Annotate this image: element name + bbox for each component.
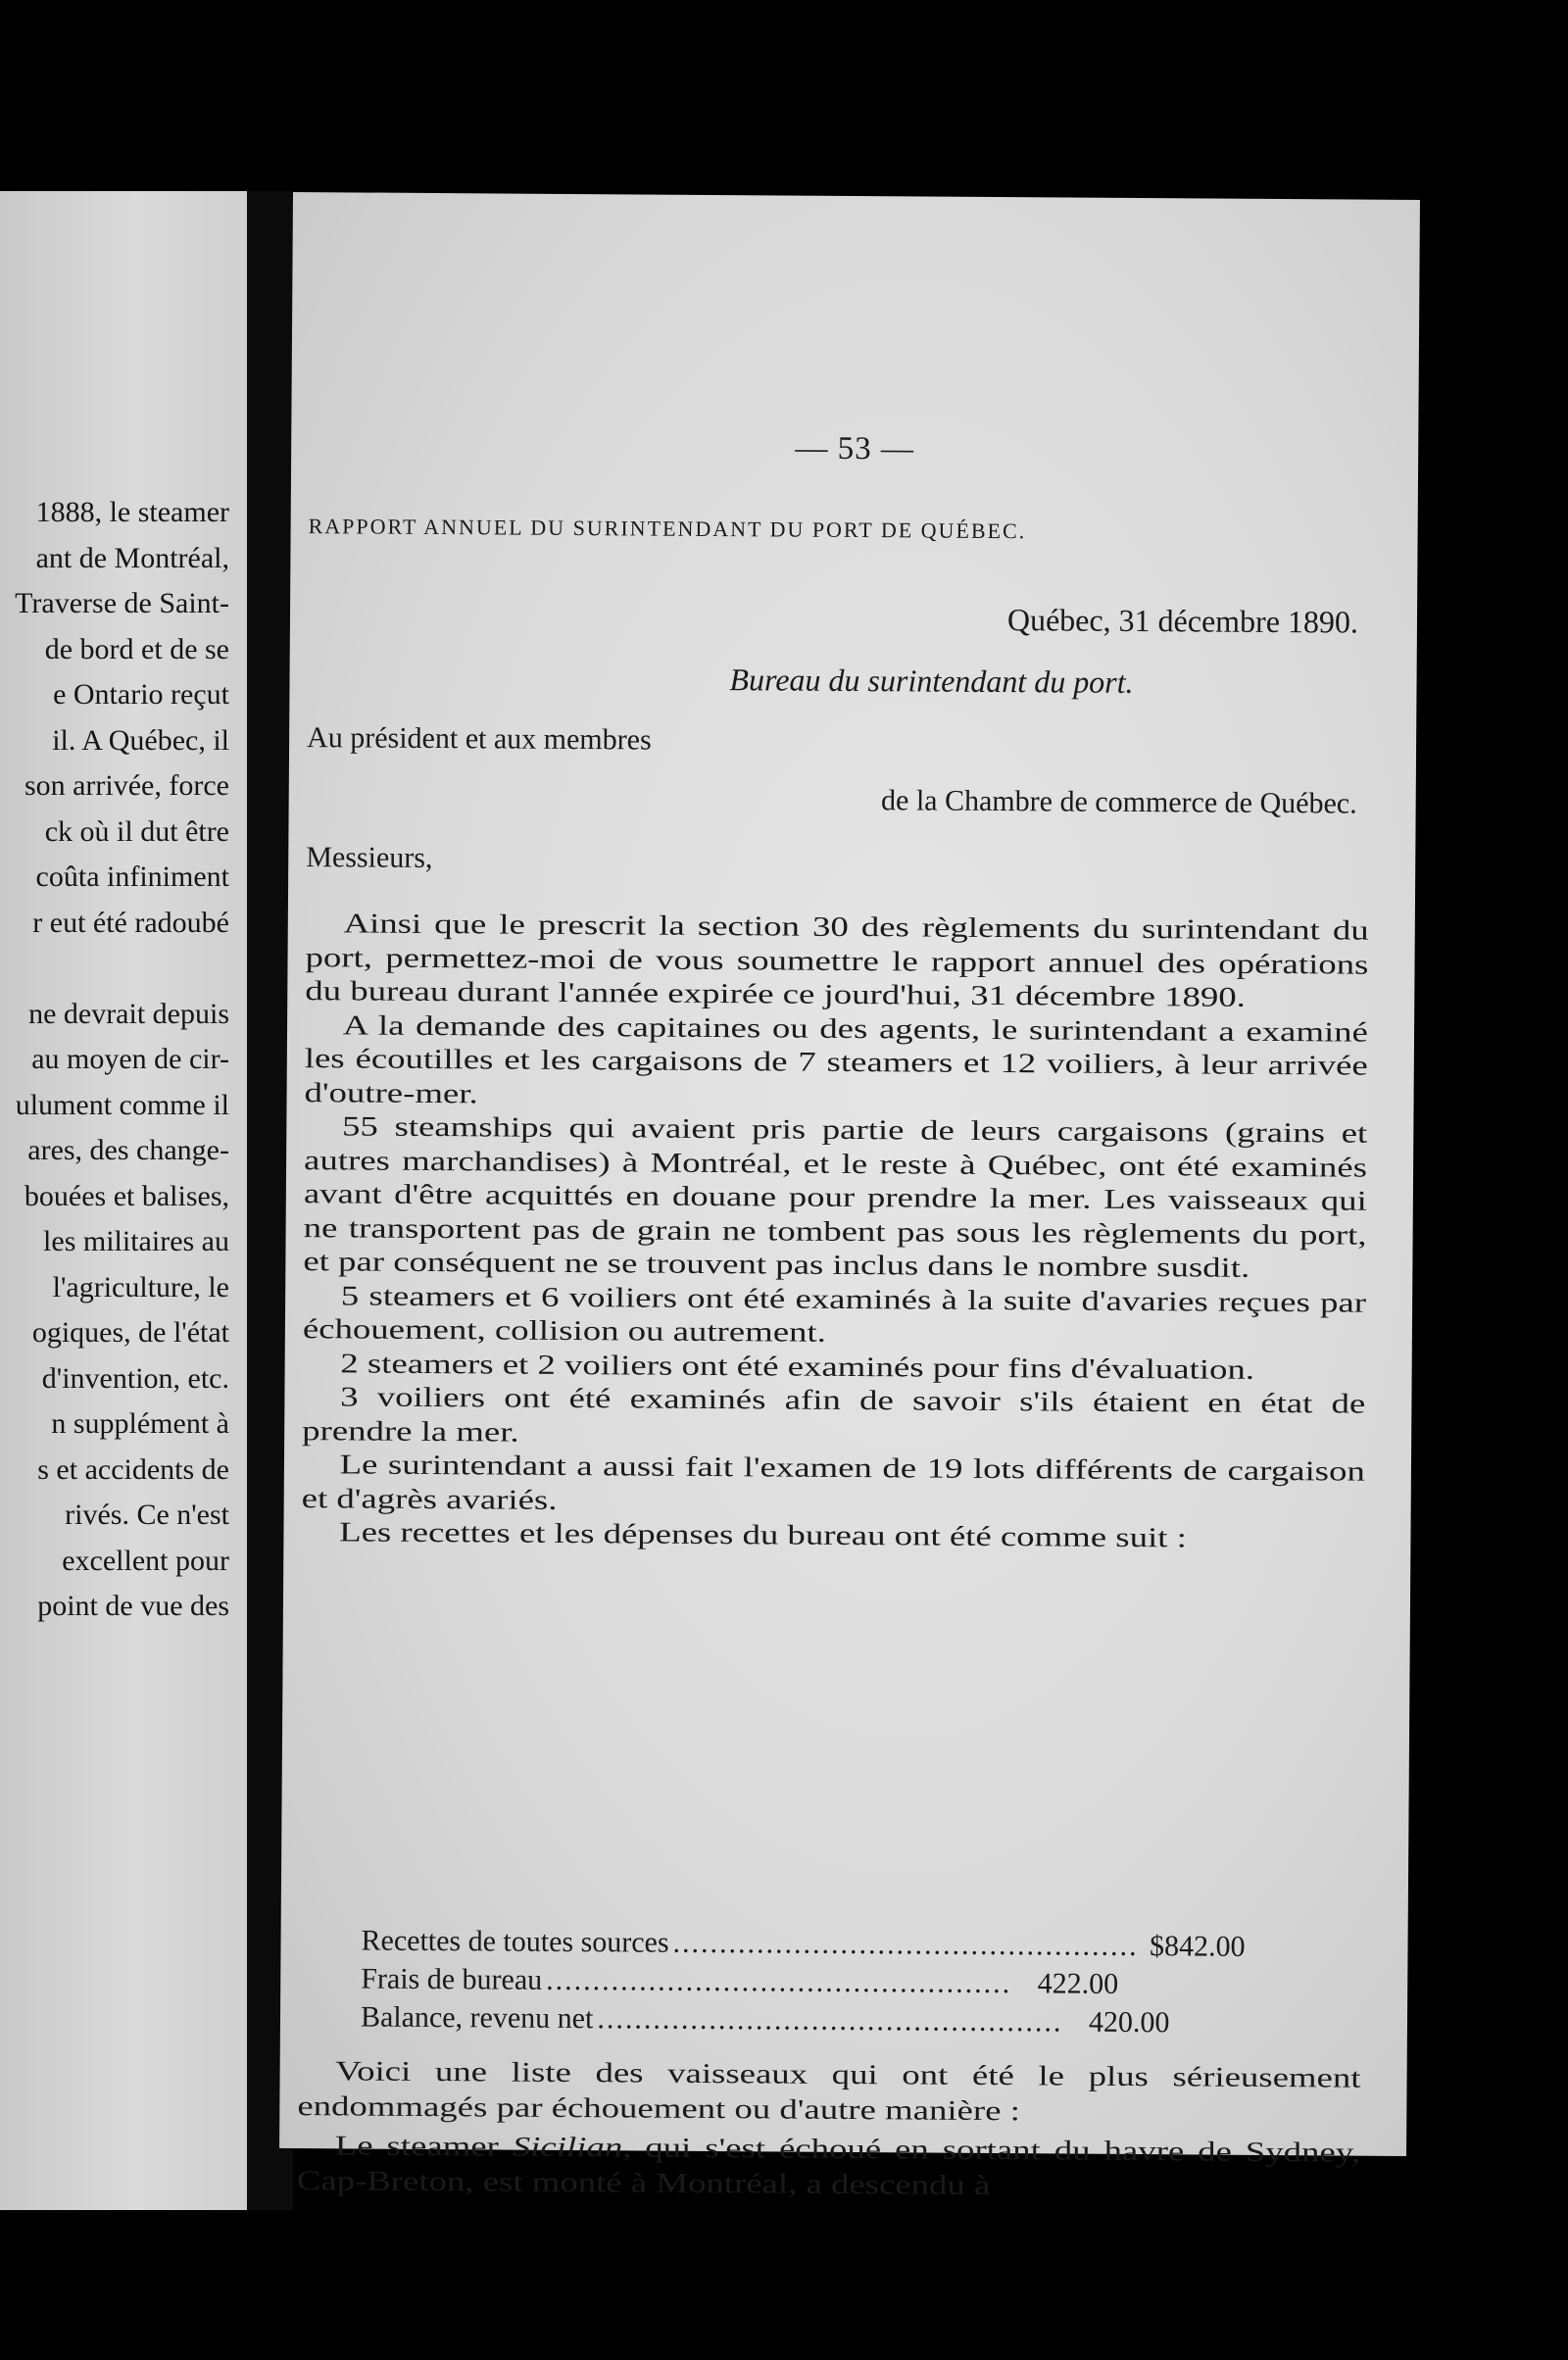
left-page-line: l'agriculture, le [52, 1270, 229, 1303]
left-page-line: son arrivée, force [24, 769, 229, 802]
left-page-line: de bord et de se [44, 632, 229, 665]
left-page-fragment [0, 191, 247, 2210]
paragraph: 5 steamers et 6 voiliers ont été examinés à la suite d'avaries reçues par échouement, collision ou autrement. [302, 1280, 1367, 1349]
left-page-line: ck où il dut être [44, 814, 229, 848]
bureau-line: Bureau du surintendant du port. [729, 662, 1134, 700]
accounts-ledger [360, 1922, 1246, 2041]
ledger-amount: 420.00 [1088, 2005, 1170, 2040]
left-page-line: rivés. Ce n'est [65, 1499, 229, 1531]
paragraph: Les recettes et les dépenses du bureau ont été comme suit : [339, 1517, 1187, 1554]
dateline: Québec, 31 décembre 1890. [1006, 602, 1359, 640]
ledger-label: Balance, revenu net [360, 2000, 594, 2036]
paragraph: 55 steamships qui avaient pris partie de leurs cargaisons (grains et autres marchandises) à Montréal, et le reste à Québec, ont été examinés avant d'être acquittés en douane pour prendre la mer. Les vaisseaux qui ne transportent pas de grain ne tombent pas sous les règlements du port, et par conséquent ne se trouvent pas inclus dans le nombre susdit. [303, 1111, 1368, 1284]
paragraph: 3 voiliers ont été examinés afin de savoir s'ils étaient en état de prendre la mer. [302, 1382, 1366, 1449]
left-page-line: ant de Montréal, [35, 541, 229, 574]
last-paragraph [297, 2129, 1360, 2207]
left-page-line: au moyen de cir- [31, 1043, 229, 1075]
report-body [301, 908, 1368, 1557]
left-page-line: r eut été radoubé [32, 906, 229, 939]
left-page-text-column [0, 490, 229, 1630]
right-page [279, 192, 1420, 2202]
left-page-line: 1888, le steamer [35, 496, 229, 528]
ledger-label: Frais de bureau [361, 1962, 543, 1996]
leader-dots: .................................................. [672, 1926, 1139, 1963]
salutation: Messieurs, [306, 841, 433, 874]
leader-dots: .................................................. [597, 2002, 1063, 2039]
left-page-line: ulument comme il [15, 1088, 229, 1121]
report-heading: RAPPORT ANNUEL DU SURINTENDANT DU PORT DE QUÉBEC. [308, 514, 1027, 544]
last-paragraph-suffix: , qui s'est échoué en sortant du havre de Sydney, Cap-Breton, est monté à Montréal, a descendu à [296, 2133, 1361, 2202]
ledger-amount: $842.00 [1149, 1930, 1246, 1963]
ledger-row [361, 1960, 1119, 2003]
paragraph: Ainsi que le prescrit la section 30 des règlements du surintendant du port, permettez-moi de vous soumettre le rapport annuel des opérations du bureau durant l'année expirée ce jourd'hui, 31 décembre 1890. [305, 909, 1369, 1013]
ship-name: Sicilian [512, 2132, 623, 2164]
leader-dots: .................................................. [546, 1963, 1012, 2000]
closing-text [297, 2054, 1361, 2211]
left-page-line: ne devrait depuis [28, 997, 229, 1030]
address-line-1: Au président et aux membres [307, 721, 652, 757]
left-page-line: point de vue des [37, 1590, 229, 1622]
left-page-line: d'invention, etc. [41, 1361, 229, 1395]
page-number: — 53 — [795, 430, 915, 467]
left-page-line: n supplément à [51, 1407, 229, 1440]
ledger-label: Recettes de toutes sources [361, 1924, 669, 1959]
left-page-line: ares, des change- [27, 1134, 229, 1166]
left-page-line: Traverse de Saint- [15, 587, 229, 619]
left-page-line: excellent pour [62, 1544, 229, 1577]
left-page-line: s et accidents de [37, 1452, 229, 1486]
paragraph: Le surintendant a aussi fait l'examen de 19 lots différents de cargaison et d'agrès avariés. [301, 1450, 1365, 1516]
left-page-line [0, 946, 229, 992]
address-line-2: de la Chambre de commerce de Québec. [880, 784, 1357, 820]
left-page-line: il. A Québec, il [52, 723, 229, 757]
left-page-line: coûta infiniment [35, 860, 229, 893]
ledger-row [361, 1922, 1246, 1965]
left-page-line: e Ontario reçut [53, 678, 229, 711]
last-paragraph-prefix: Le steamer [334, 2131, 513, 2163]
left-page-line: bouées et balises, [24, 1179, 229, 1212]
closing-paragraph: Voici une liste des vaisseaux qui ont été le plus sérieusement endommagés par échouement ou d'autre manière : [297, 2056, 1361, 2128]
paragraph: 2 steamers et 2 voiliers ont été examinés pour fins d'évaluation. [340, 1348, 1255, 1386]
left-page-line: ogiques, de l'état [31, 1316, 229, 1349]
ledger-row [360, 1998, 1170, 2041]
left-page-line: les militaires au [43, 1225, 229, 1257]
ledger-amount: 422.00 [1037, 1967, 1119, 2000]
paragraph: A la demande des capitaines ou des agents, le surintendant a examiné les écoutilles et les cargaisons de 7 steamers et 12 voiliers, à leur arrivée d'outre-mer. [304, 1009, 1369, 1109]
